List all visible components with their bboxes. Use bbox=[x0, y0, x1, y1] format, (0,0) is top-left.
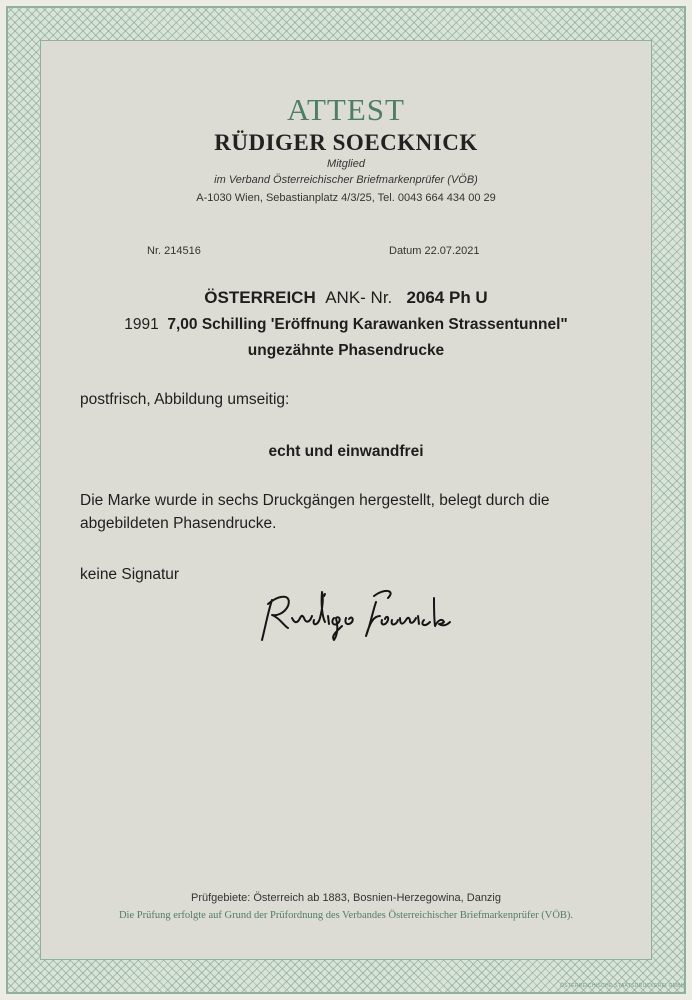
stamp-heading-line1 bbox=[0, 288, 692, 308]
issue-year: 1991 bbox=[124, 316, 159, 333]
certificate-number: Nr. 214516 bbox=[147, 245, 201, 257]
association-name: im Verband Österreichischer Briefmarkenprüfer (VÖB) bbox=[214, 174, 478, 186]
examination-rules-note: Die Prüfung erfolgte auf Grund der Prüfordnung des Verbandes Österreichischer Briefmarkenprüfer (VÖB). bbox=[118, 910, 574, 921]
condition-text: postfrisch, Abbildung umseitig: bbox=[80, 391, 290, 408]
signature-note: keine Signatur bbox=[80, 566, 180, 583]
catalog-label: ANK- Nr. bbox=[325, 288, 393, 307]
examiner-address: A-1030 Wien, Sebastianplatz 4/3/25, Tel. 0043 664 434 00 29 bbox=[196, 192, 496, 204]
examination-areas: Prüfgebiete: Österreich ab 1883, Bosnien-Herzegowina, Danzig bbox=[190, 892, 501, 904]
member-label: Mitglied bbox=[327, 158, 365, 170]
stamp-heading-line2 bbox=[0, 316, 692, 334]
examiner-name: RÜDIGER SOECKNICK bbox=[214, 130, 478, 155]
remark-line-2: abgebildeten Phasendrucke. bbox=[80, 515, 277, 532]
printer-imprint: ÖSTERREICHISCHE STAATSDRUCKEREI GMBH bbox=[560, 983, 685, 989]
certificate-title: ATTEST bbox=[287, 92, 405, 127]
certificate-date: Datum 22.07.2021 bbox=[389, 245, 480, 257]
verdict-text: echt und einwandfrei bbox=[268, 443, 424, 460]
handwritten-signature bbox=[258, 582, 468, 644]
country: ÖSTERREICH bbox=[204, 288, 316, 307]
stamp-heading-line3: ungezähnte Phasendrucke bbox=[247, 342, 445, 359]
remark-line-1: Die Marke wurde in sechs Druckgängen hergestellt, belegt durch die bbox=[80, 492, 550, 509]
catalog-number: 2064 Ph U bbox=[406, 288, 488, 307]
stamp-description: 7,00 Schilling 'Eröffnung Karawanken Strassentunnel" bbox=[167, 316, 568, 333]
